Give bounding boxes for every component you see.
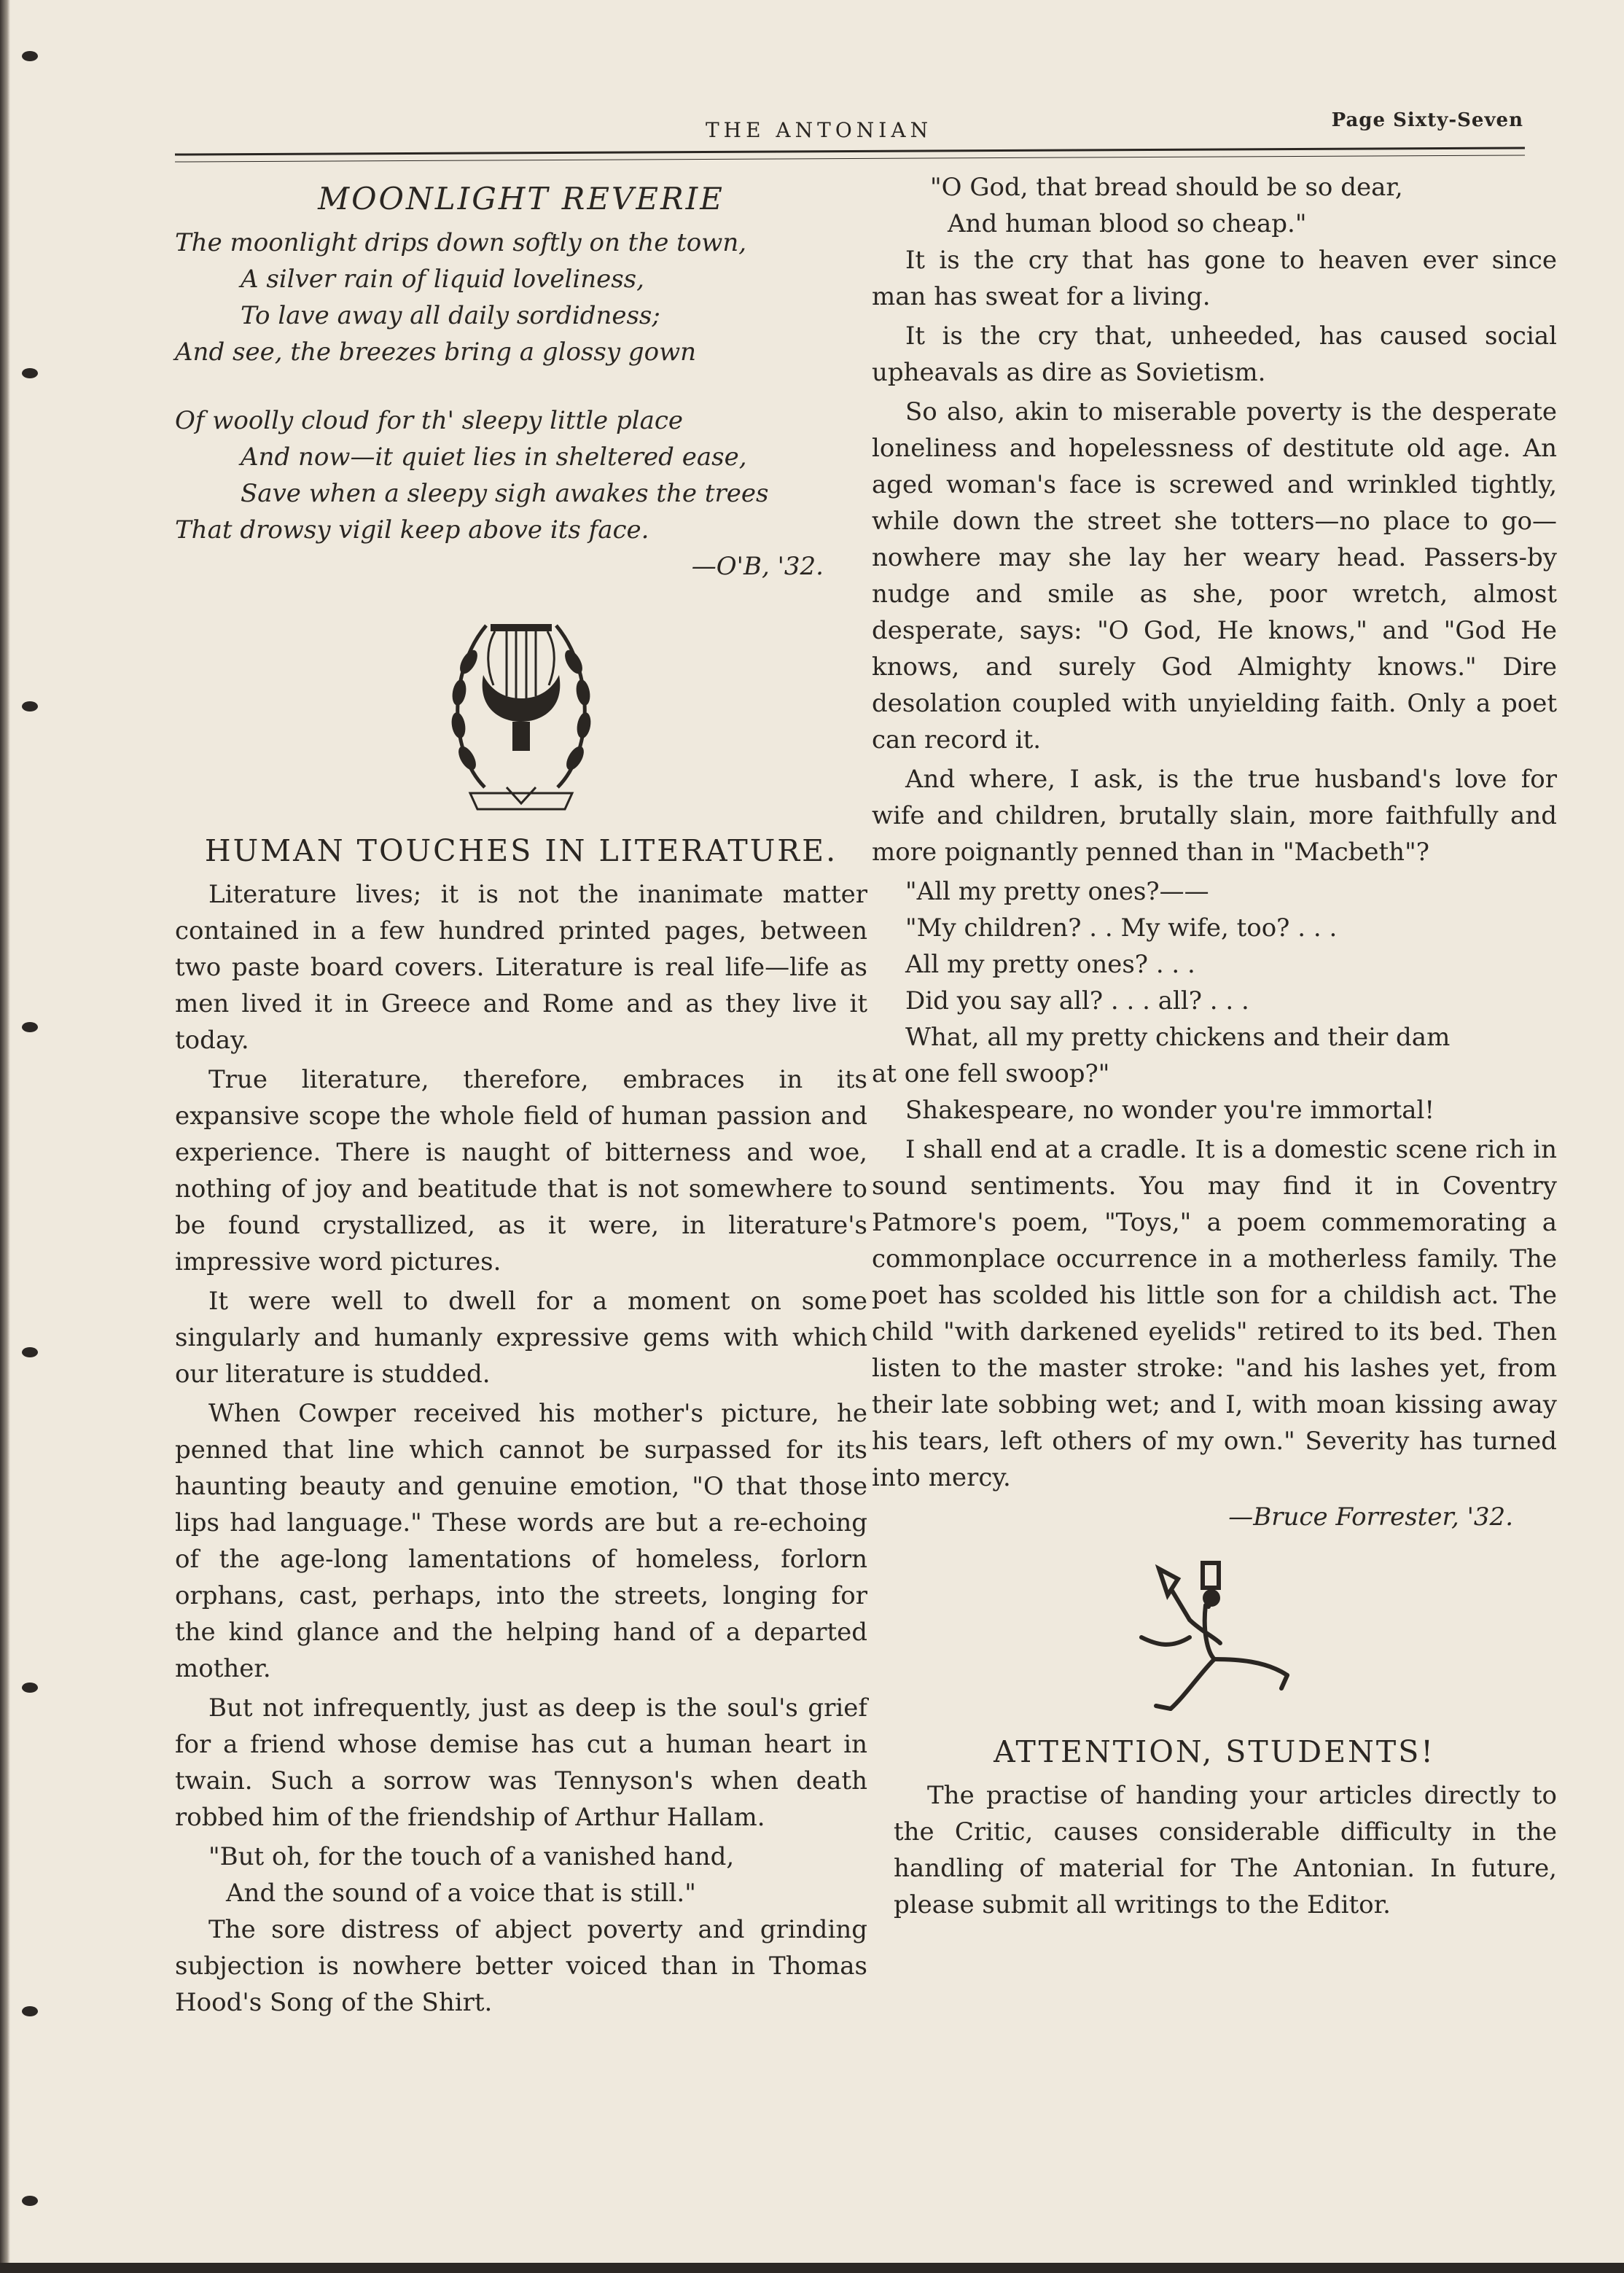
essay-signature: —Bruce Forrester, '32. [1228, 1502, 1513, 1532]
header-rule [175, 147, 1525, 162]
page-number: Page Sixty-Seven [1331, 109, 1523, 131]
poem-line: That drowsy vigil keep above its face. [175, 515, 649, 545]
binding-hole [22, 51, 38, 61]
quote-line: at one fell swoop?" [872, 1059, 1110, 1088]
running-header [175, 109, 1523, 149]
hood-quote [872, 169, 1557, 242]
poem-line: A silver rain of liquid loveliness, [241, 265, 644, 294]
quote-line: What, all my pretty chickens and their dam [905, 1023, 1451, 1052]
essay-paragraph: It is the cry that has gone to heaven ever since man has sweat for a living. [872, 246, 1557, 311]
notice-title: ATTENTION, STUDENTS! [993, 1734, 1435, 1769]
quote-line: "O God, that bread should be so dear, [930, 173, 1403, 202]
binding-hole [22, 2196, 38, 2206]
tennyson-quote [175, 1839, 867, 1911]
poem-line: And see, the breezes bring a glossy gown [175, 338, 697, 367]
essay-paragraph: The sore distress of abject poverty and grinding subjection is nowhere better voiced than in Thomas Hood's Song of the Shirt. [175, 1915, 867, 2017]
page-bottom-edge [0, 2263, 1624, 2273]
poem-title: MOONLIGHT REVERIE [318, 181, 725, 217]
binding-hole [22, 368, 38, 378]
running-figure-icon [1127, 1550, 1302, 1725]
lyre-wreath-icon [441, 605, 601, 824]
poem-line: To lave away all daily sordidness; [241, 301, 660, 330]
magazine-title: THE ANTONIAN [706, 118, 933, 142]
essay-paragraph: It were well to dwell for a moment on some singularly and humanly expressive gems with which our literature is studded. [175, 1287, 867, 1389]
quote-line: "All my pretty ones?—— [905, 877, 1209, 906]
macbeth-quote [872, 873, 1557, 1056]
essay-paragraph: True literature, therefore, embraces in its expansive scope the whole field of human passion and experience. There is naught of bitterness and woe, nothing of joy and beatitude that is not somewhere to be found crystallized, as it were, in literature's impressive word pictures. [175, 1065, 867, 1276]
notice-body: The practise of handing your articles directly to the Critic, causes considerable difficulty in the handling of material for The Antonian. In future, please submit all writings to the Editor. [894, 1781, 1557, 1919]
binding-hole [22, 1347, 38, 1357]
poem-line: The moonlight drips down softly on the town, [175, 228, 747, 257]
quote-line: "My children? . . My wife, too? . . . [905, 913, 1338, 943]
binding-hole [22, 1022, 38, 1032]
essay-paragraph: So also, akin to miserable poverty is the desperate loneliness and hopelessness of destitute old age. An aged woman's face is screwed and wrinkled tightly, while down the street she totters—no place to go—nowhere may she lay her weary head. Passers-by nudge and smile as she, poor wretch, almost desperate, says: "O God, He knows," and "God He knows, and surely God Almighty knows." Dire desolation coupled with unyielding faith. Only a poet can record it. [872, 397, 1557, 755]
essay-title: HUMAN TOUCHES IN LITERATURE. [204, 833, 838, 868]
left-column [175, 176, 867, 2024]
poem-signature: —O'B, '32. [691, 552, 824, 581]
essay-paragraph: I shall end at a cradle. It is a domestic scene rich in sound sentiments. You may find it in Coventry Patmore's poem, "Toys," a poem commemorating a commonplace occurrence in a motherless family. The poet has scolded his little son for a childish act. The child "with darkened eyelids" retired to its bed. Then listen to the master stroke: "and his lashes yet, from their late sobbing wet; and I, with moan kissing away his tears, left others of my own." Severity has turned into mercy. [872, 1135, 1557, 1492]
essay-paragraph: But not infrequently, just as deep is the soul's grief for a friend whose demise has cut a human heart in twain. Such a sorrow was Tennyson's when death robbed him of the friendship of Arthur Hallam. [175, 1693, 867, 1832]
poem-line: And now—it quiet lies in sheltered ease, [241, 442, 747, 472]
quote-line: And the sound of a voice that is still." [226, 1879, 696, 1908]
essay-paragraph: Shakespeare, no wonder you're immortal! [905, 1096, 1435, 1125]
poem-stanza-2 [175, 402, 867, 548]
essay-paragraph: It is the cry that, unheeded, has caused social upheavals as dire as Sovietism. [872, 321, 1557, 387]
quote-line: Did you say all? . . . all? . . . [905, 986, 1249, 1015]
page-binding-edge [0, 0, 10, 2273]
binding-hole [22, 701, 38, 711]
binding-hole [22, 1683, 38, 1693]
quote-line: And human blood so cheap." [948, 209, 1307, 238]
quote-line: "But oh, for the touch of a vanished hand, [208, 1842, 735, 1871]
essay-paragraph: Literature lives; it is not the inanimate matter contained in a few hundred printed pages, between two paste board covers. Literature is real life—life as men lived it in Greece and Rome and as they live it today. [175, 880, 867, 1055]
binding-hole [22, 2006, 38, 2016]
poem-stanza-1 [175, 225, 867, 370]
poem-line: Save when a sleepy sigh awakes the trees [241, 479, 769, 508]
poem-line: Of woolly cloud for th' sleepy little place [175, 406, 684, 435]
essay-paragraph: When Cowper received his mother's picture, he penned that line which cannot be surpassed for its haunting beauty and genuine emotion, "O that those lips had language." These words are but a re-echoing of the age-long lamentations of homeless, forlorn orphans, cast, perhaps, into the streets, longing for the kind glance and the helping hand of a departed mother. [175, 1399, 867, 1683]
essay-paragraph: And where, I ask, is the true husband's love for wife and children, brutally slain, more faithfully and more poignantly penned than in "Macbeth"? [872, 765, 1557, 867]
quote-line: All my pretty ones? . . . [905, 950, 1195, 979]
right-column [872, 169, 1557, 1926]
